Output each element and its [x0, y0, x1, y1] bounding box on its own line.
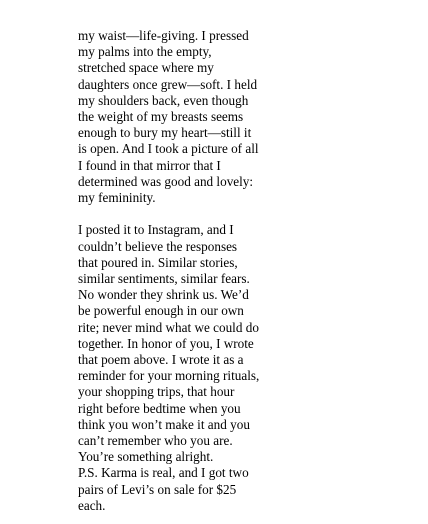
- text-line: enough to bury my heart—still it: [78, 125, 252, 141]
- text-line: that poem above. I wrote it as a: [78, 352, 244, 368]
- text-line: your shopping trips, that hour: [78, 384, 235, 400]
- text-line: I posted it to Instagram, and I: [78, 222, 234, 238]
- text-line: similar sentiments, similar fears.: [78, 271, 250, 287]
- text-line: No wonder they shrink us. We’d: [78, 287, 249, 303]
- paragraph-postscript: [78, 465, 268, 514]
- text-line: can’t remember who you are.: [78, 433, 233, 449]
- text-line: I found in that mirror that I: [78, 157, 221, 173]
- text-line: my femininity.: [78, 190, 156, 206]
- body-text: [78, 28, 268, 514]
- text-line: daughters once grew—soft. I held: [78, 76, 258, 92]
- text-line: couldn’t believe the responses: [78, 238, 238, 254]
- text-line: think you won’t make it and you: [78, 416, 250, 432]
- text-line: that poured in. Similar stories,: [78, 254, 238, 270]
- text-line: P.S. Karma is real, and I got two: [78, 465, 249, 481]
- text-line: the weight of my breasts seems: [78, 109, 244, 125]
- text-line: stretched space where my: [78, 60, 214, 76]
- text-line: together. In honor of you, I wrote: [78, 335, 254, 351]
- text-line: each.: [78, 497, 106, 513]
- paragraph-instagram: [78, 222, 268, 465]
- text-line: is open. And I took a picture of all: [78, 141, 259, 157]
- text-line: my shoulders back, even though: [78, 92, 249, 108]
- text-line: my palms into the empty,: [78, 44, 212, 60]
- text-line: pairs of Levi’s on sale for $25: [78, 481, 237, 497]
- paragraph-mirror: [78, 28, 268, 206]
- text-line: right before bedtime when you: [78, 400, 241, 416]
- text-line: my waist—life-giving. I pressed: [78, 28, 249, 43]
- text-line: rite; never mind what we could do: [78, 319, 259, 335]
- text-line: determined was good and lovely:: [78, 173, 254, 189]
- text-line: reminder for your morning rituals,: [78, 368, 260, 384]
- text-line: be powerful enough in our own: [78, 303, 244, 319]
- text-line: You’re something alright.: [78, 449, 214, 465]
